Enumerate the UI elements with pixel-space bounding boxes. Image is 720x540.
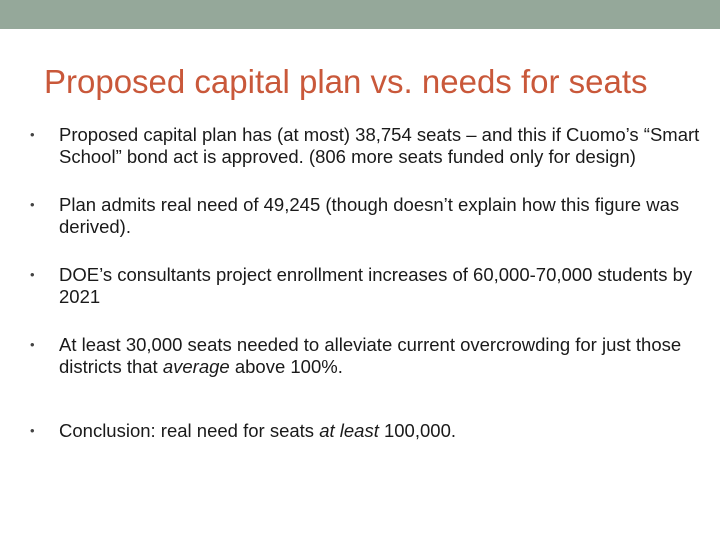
bullet-text-after: above 100%. — [229, 356, 343, 377]
bullet-dot-icon: • — [30, 197, 35, 212]
bullet-text-after: 100,000. — [378, 420, 456, 441]
bullet-dot-icon: • — [30, 267, 35, 282]
bullet-item-conclusion — [30, 420, 700, 442]
bullet-dot-icon: • — [30, 337, 35, 352]
bullet-text: Proposed capital plan has (at most) 38,754 seats – and this if Cuomo’s “Smart School” bond act is approved. (806 more seats funded only for design) — [59, 124, 700, 167]
bullet-text: Plan admits real need of 49,245 (though doesn’t explain how this figure was derived). — [59, 194, 680, 237]
bullet-emphasis: average — [162, 356, 230, 377]
bullet-item-capital-plan — [30, 124, 700, 168]
bullet-item-overcrowding — [30, 334, 700, 378]
top-accent-band — [0, 0, 720, 29]
bullet-text-before: Conclusion: real need for seats — [59, 420, 320, 441]
bullet-dot-icon: • — [30, 127, 35, 142]
bullet-text: DOE’s consultants project enrollment increases of 60,000-70,000 students by 2021 — [59, 264, 693, 307]
bullet-item-enrollment-projection — [30, 264, 700, 308]
slide-title: Proposed capital plan vs. needs for seats — [44, 63, 648, 100]
bullet-emphasis: at least — [319, 420, 379, 441]
bullet-list — [30, 124, 700, 468]
bullet-dot-icon: • — [30, 423, 35, 438]
bullet-item-real-need — [30, 194, 700, 238]
bullet-text-before: At least 30,000 seats needed to alleviate current overcrowding for just those districts that — [59, 334, 682, 377]
